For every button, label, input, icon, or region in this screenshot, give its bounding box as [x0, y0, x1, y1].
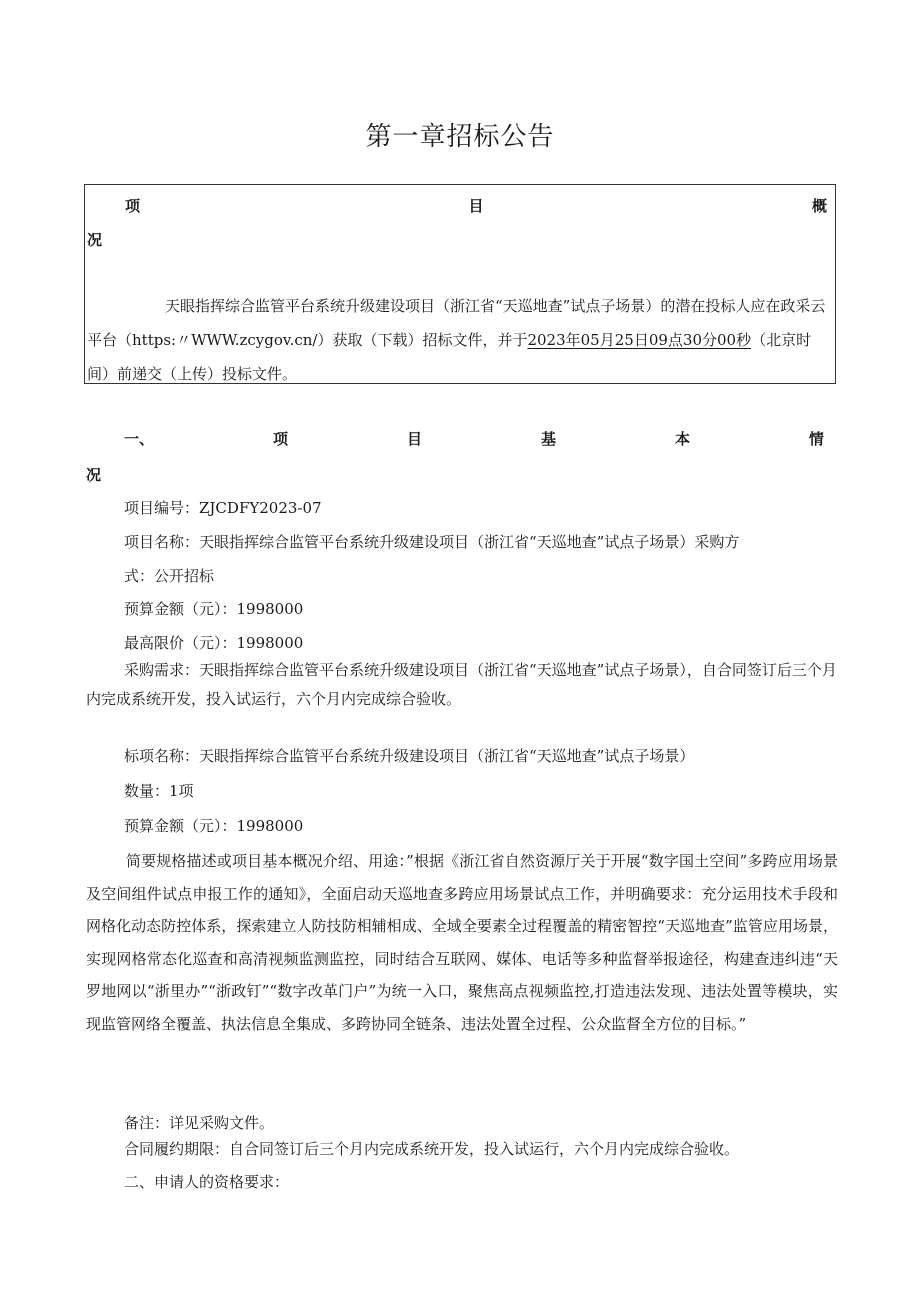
lot-budget-amount: 预算金额（元）：1998000 — [124, 817, 304, 835]
project-description: 简要规格描述或项目基本概况介绍、用途：”根据《浙江省自然资源厅关于开展“数字国土空间”多跨应用场景及空间组件试点申报工作的通知》，全面启动天巡地查多跨应用场景试点工作，并明确要求：充分运用技术手段和网格化动态防控体系，探索建立人防技防相辅相成、全域全要素全过程覆盖的精密智控“天巡地查”监管应用场景，实现网格常态化巡查和高清视频监测监控，同时结合互联网、媒体、电话等多种监督举报途径，构建查违纠违“天罗地网以“浙里办”“浙政钉”“数字改革门户”为统一入口，聚焦高点视频监控,打造违法发现、违法处置等模块，实现监管网络全覆盖、执法信息全集成、多跨协同全链条、违法处置全过程、公众监督全方位的目标。” — [86, 852, 838, 1033]
section1-heading-char: 目 — [406, 430, 422, 448]
project-name-line2: 式：公开招标 — [124, 567, 215, 585]
overview-body-suffix: （北京时间）前递交（上传）投标文件。 — [87, 331, 812, 383]
quantity: 数量：1项 — [124, 782, 194, 800]
overview-heading-char: 项 — [125, 197, 141, 215]
overview-body — [87, 289, 833, 391]
budget-amount: 预算金额（元）：1998000 — [124, 600, 304, 618]
section1-heading-char: 一、 — [124, 430, 155, 448]
contract-period: 合同履约期限：自合同签订后三个月内完成系统开发，投入试运行，六个月内完成综合验收。 — [124, 1140, 740, 1158]
remark: 备注：详见采购文件。 — [124, 1114, 275, 1132]
submission-deadline: 2023年05月25日09点30分00秒 — [527, 331, 752, 349]
project-overview-box — [84, 184, 836, 384]
overview-heading-tail: 况 — [87, 231, 103, 249]
section1-heading-tail: 况 — [86, 466, 102, 484]
section1-heading-char: 基 — [540, 430, 556, 448]
overview-heading-char: 概 — [811, 197, 827, 215]
overview-heading — [125, 195, 827, 216]
procurement-requirement: 采购需求：天眼指挥综合监管平台系统升级建设项目（浙江省“天巡地查”试点子场景），自合同签订后三个月内完成系统开发，投入试运行，六个月内完成综合验收。 — [86, 661, 837, 708]
section1-heading — [124, 428, 824, 449]
page-title: 第一章招标公告 — [365, 122, 555, 152]
section2-heading: 二、申请人的资格要求： — [124, 1173, 290, 1191]
overview-heading-char: 目 — [468, 197, 484, 215]
overview-body-prefix: 天眼指挥综合监管平台系统升级建设项目（浙江省“天巡地查”试点子场景）的潜在投标人应在政采云平台（https:〃WWW.zcygov.cn/）获取（下载）招标文件，并于 — [87, 297, 826, 349]
section1-heading-char: 情 — [808, 430, 824, 448]
section1-heading-char: 本 — [674, 430, 690, 448]
lot-name: 标项名称：天眼指挥综合监管平台系统升级建设项目（浙江省“天巡地查”试点子场景） — [124, 747, 695, 765]
project-name-line1: 项目名称：天眼指挥综合监管平台系统升级建设项目（浙江省“天巡地查”试点子场景）采购方 — [124, 533, 740, 551]
project-number: 项目编号：ZJCDFY2023-07 — [124, 499, 322, 517]
section1-heading-char: 项 — [272, 430, 288, 448]
max-price: 最高限价（元）：1998000 — [124, 634, 304, 652]
